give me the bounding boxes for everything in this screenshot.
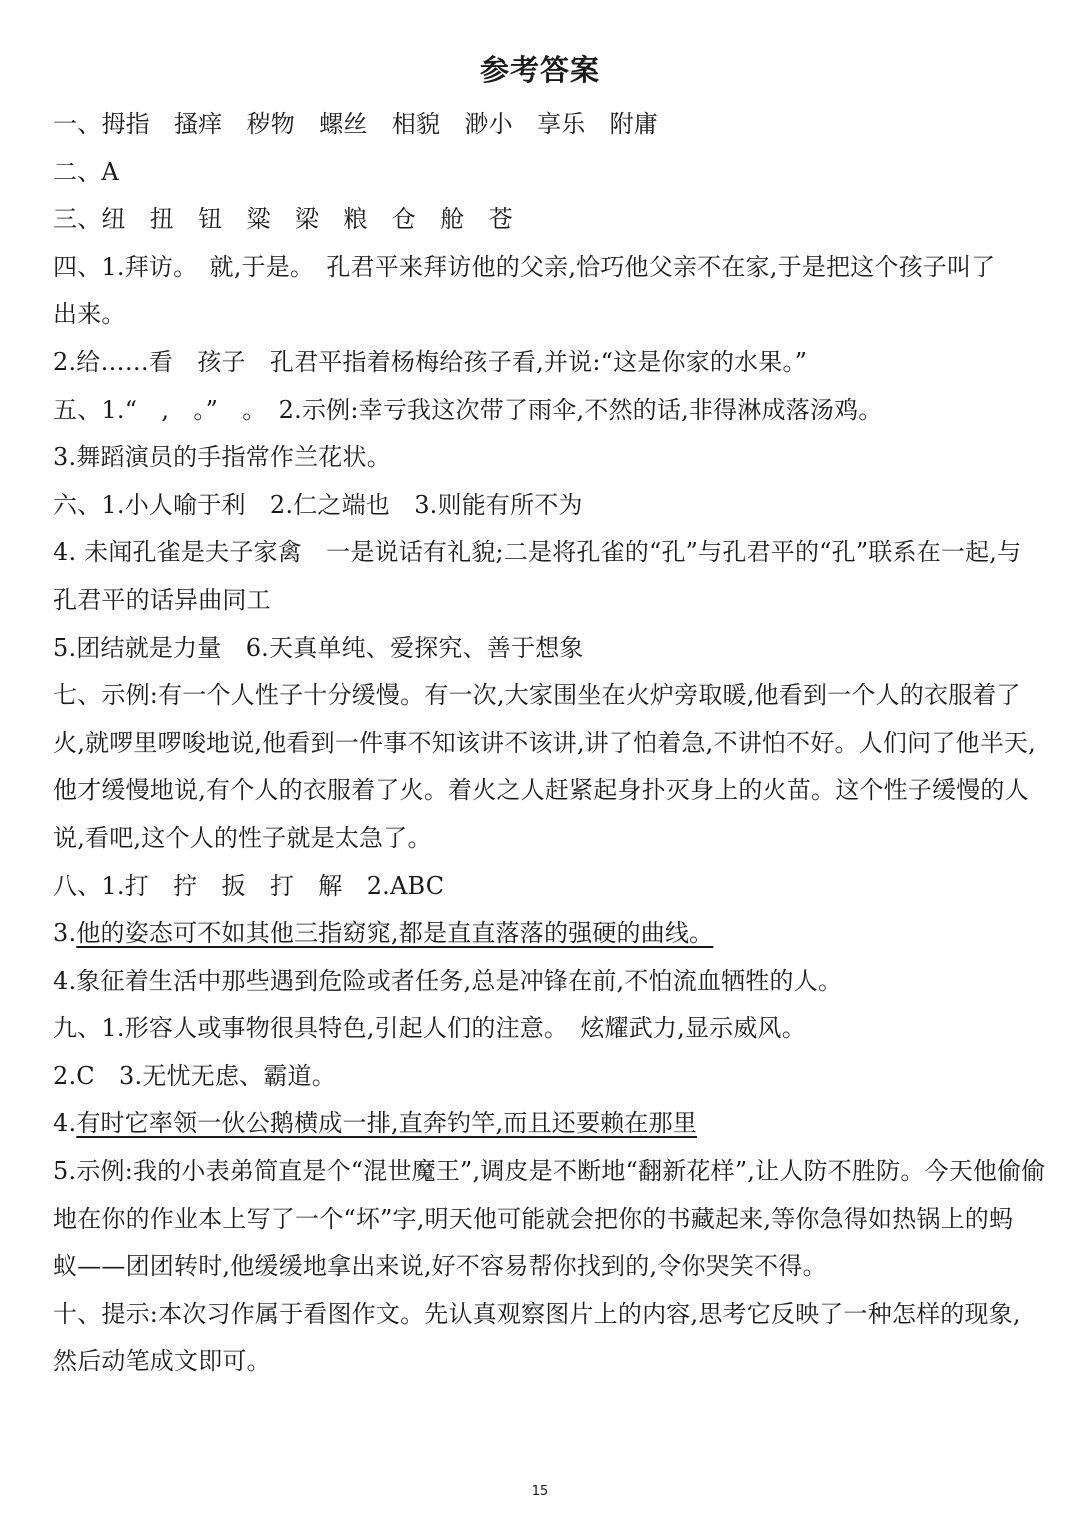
answer-line: 他才缓慢地说,有个人的衣服着了火。着火之人赶紧起身扑灭身上的火苗。这个性子缓慢的人 [53, 776, 1029, 805]
answer-line: 然后动笔成文即可。 [53, 1347, 271, 1376]
answer-line: 十、提示:本次习作属于看图作文。先认真观察图片上的内容,思考它反映了一种怎样的现象, [53, 1299, 1021, 1328]
answer-line: 二、A [53, 157, 119, 186]
answer-line: 5.示例:我的小表弟简直是个“混世魔王”,调皮是不断地“翻新花样”,让人防不胜防。今天他偷偷 [53, 1157, 1046, 1186]
item-number: 4. [53, 1109, 77, 1138]
answer-line: 孔君平的话异曲同工 [53, 585, 271, 614]
answer-line: 火,就啰里啰唆地说,他看到一件事不知该讲不该讲,讲了怕着急,不讲怕不好。人们问了他半天, [53, 728, 1036, 757]
answer-line: 蚁——团团转时,他缓缓地拿出来说,好不容易帮你找到的,令你哭笑不得。 [53, 1252, 827, 1281]
answer-line: 六、1.小人喻于利 2.仁之端也 3.则能有所不为 [53, 490, 583, 519]
page-number: 15 [531, 1484, 549, 1499]
underlined-answer: 有时它率领一伙公鹅横成一排,直奔钓竿,而且还要赖在那里 [76, 1109, 697, 1138]
answer-line-underlined [53, 1100, 1033, 1148]
answer-line: 2.C 3.无忧无虑、霸道。 [53, 1061, 336, 1090]
answer-line: 地在你的作业本上写了一个“坏”字,明天他可能就会把你的书藏起来,等你急得如热锅上的蚂 [53, 1204, 1014, 1233]
item-number: 3. [53, 919, 77, 948]
answer-line: 出来。 [53, 300, 126, 329]
answer-line: 5.团结就是力量 6.天真单纯、爱探究、善于想象 [53, 633, 584, 662]
answer-line: 五、1.“ , 。” 。 2.示例:幸亏我这次带了雨伞,不然的话,非得淋成落汤鸡。 [53, 395, 883, 424]
underlined-answer: 他的姿态可不如其他三指窈窕,都是直直落落的强硬的曲线。 [76, 919, 714, 948]
answer-line: 说,看吧,这个人的性子就是太急了。 [53, 823, 432, 852]
answer-line: 一、拇指 搔痒 秽物 螺丝 相貌 渺小 享乐 附庸 [53, 110, 658, 138]
answer-line: 三、纽 扭 钮 粱 梁 粮 仓 舱 苍 [53, 205, 513, 234]
answer-line-underlined [53, 910, 1033, 958]
answer-line: 4.象征着生活中那些遇到危险或者任务,总是冲锋在前,不怕流血牺牲的人。 [53, 966, 843, 995]
page-title: 参考答案 [479, 53, 600, 87]
answer-content [53, 101, 1046, 1386]
answer-line: 八、1.打 拧 扳 打 解 2.ABC [53, 871, 445, 900]
answer-line: 3.舞蹈演员的手指常作兰花状。 [53, 443, 391, 472]
answer-line: 4. 未闻孔雀是夫子家禽 一是说话有礼貌;二是将孔雀的“孔”与孔君平的“孔”联系在一起,与 [53, 538, 1022, 567]
answer-line: 七、示例:有一个人性子十分缓慢。有一次,大家围坐在火炉旁取暖,他看到一个人的衣服着了 [53, 681, 1021, 710]
answer-line: 四、1.拜访。 就,于是。 孔君平来拜访他的父亲,恰巧他父亲不在家,于是把这个孩子叫了 [53, 252, 996, 281]
answer-line: 2.给……看 孩子 孔君平指着杨梅给孩子看,并说:“这是你家的水果。” [53, 347, 808, 376]
answer-line: 九、1.形容人或事物很具特色,引起人们的注意。 炫耀武力,显示威风。 [53, 1014, 806, 1043]
